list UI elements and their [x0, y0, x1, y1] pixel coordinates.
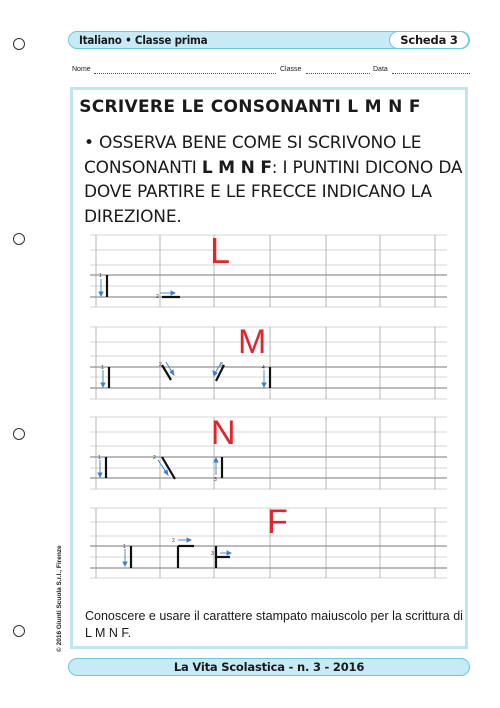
svg-text:2: 2	[153, 455, 156, 461]
svg-text:2: 2	[172, 538, 175, 544]
instruction-letters: L M N F	[201, 157, 272, 178]
arrow-guides-n	[98, 458, 218, 477]
svg-text:1: 1	[123, 544, 126, 550]
footer-bar: La Vita Scolastica - n. 3 - 2016	[68, 658, 470, 676]
dot-guides-n	[98, 455, 217, 483]
svg-text:1: 1	[98, 455, 101, 461]
model-letter-n: N	[211, 414, 236, 452]
arrow-guides-m	[101, 362, 266, 387]
svg-text:1: 1	[101, 365, 104, 371]
learning-objective: Conoscere e usare il carattere stampato maiuscolo per la scrittura di L M N F.	[85, 609, 463, 640]
dot-guides-f	[123, 538, 214, 557]
page-title: SCRIVERE LE CONSONANTI L M N F	[79, 97, 421, 117]
sheet-badge: Scheda 3	[389, 31, 469, 49]
svg-text:1: 1	[99, 273, 102, 279]
svg-text:2: 2	[159, 362, 162, 368]
dot-guides-m	[101, 362, 265, 371]
instruction-part1: • OSSERVA BENE COME SI SCRIVONO LE CONSONANTI	[84, 133, 422, 178]
svg-text:3: 3	[214, 477, 217, 483]
model-letter-m: M	[238, 323, 267, 361]
model-letter-l: L	[210, 230, 231, 271]
svg-text:3: 3	[220, 362, 223, 368]
class-label: Classe	[280, 66, 302, 73]
stroke-guide-m	[109, 365, 270, 388]
svg-text:3: 3	[211, 551, 214, 557]
subject-label: Italiano • Classe prima	[79, 33, 208, 47]
model-letter-f: F	[267, 503, 288, 541]
date-label: Data	[373, 66, 388, 73]
instruction-part2: : I PUNTINI DICONO DA DOVE PARTIRE E LE FRECCE INDICANO LA DIREZIONE.	[84, 157, 463, 227]
svg-text:4: 4	[262, 365, 265, 371]
svg-text:2: 2	[156, 294, 159, 300]
copyright-notice: © 2016 Giunti Scuola S.r.l., Firenze	[56, 545, 63, 652]
arrow-guides-l	[99, 279, 175, 296]
name-label: Nome	[72, 66, 91, 73]
